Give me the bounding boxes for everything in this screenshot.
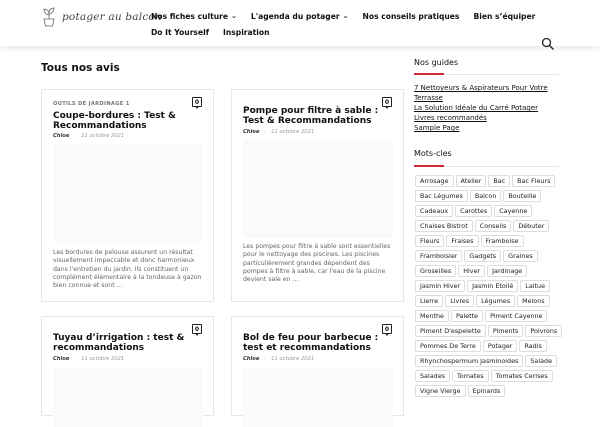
nav-item[interactable] (223, 28, 270, 37)
tag-link[interactable]: Jardinage (487, 265, 527, 277)
comment-bubble-icon[interactable]: 0 (192, 324, 202, 334)
tag-link[interactable]: Conseils (475, 220, 512, 232)
tag-link[interactable]: Salade (525, 355, 557, 367)
article-date: 11 octobre 2021 (81, 356, 125, 362)
tag-link[interactable]: Rhynchospermum Jasminoides (415, 355, 523, 367)
tag-link[interactable]: Graines (503, 250, 538, 262)
nav-row-2 (151, 24, 451, 40)
article-excerpt: Les pompes pour filtre à sable sont essentielles pour le nettoyage des piscines. Les piscines particulièrement grandes dépendent des pompes à filtre à sable, car l'eau de la piscine devient sale en ... (243, 243, 391, 284)
tag-link[interactable]: Débuter (513, 220, 549, 232)
nav-item[interactable] (151, 28, 209, 37)
tag-link[interactable]: Bac Fleurs (512, 175, 555, 187)
tag-link[interactable]: Radis (519, 340, 546, 352)
nav-item-label: L'agenda du potager (250, 11, 340, 21)
article-title[interactable]: Pompe pour filtre à sable : Test & Recommandations (243, 106, 379, 126)
author-name[interactable]: Chloe (53, 133, 70, 139)
plant-pot-icon (40, 6, 58, 28)
article-title[interactable]: Coupe-bordures : Test & Recommandations (53, 111, 176, 131)
tag-link[interactable]: Carottes (455, 205, 492, 217)
article-card[interactable] (41, 89, 214, 302)
sidebar-guides-heading: Nos guides (414, 58, 459, 67)
article-date: 11 octobre 2021 (271, 356, 315, 362)
logo-text: potager au balcon (62, 11, 162, 23)
article-title[interactable]: Bol de feu pour barbecue : test et recommandations (243, 333, 379, 353)
meta-separator: - (74, 356, 77, 362)
tag-link[interactable]: Bouteille (503, 190, 541, 202)
tag-link[interactable]: Jasmin Etoilé (467, 280, 518, 292)
article-date: 11 octobre 2021 (271, 129, 315, 135)
chevron-down-icon: ⌄ (231, 12, 237, 20)
guide-link[interactable]: Sample Page (414, 124, 460, 132)
search-icon[interactable] (541, 37, 555, 51)
article-thumbnail[interactable] (53, 367, 203, 427)
tag-link[interactable]: Pommes De Terre (415, 340, 481, 352)
tag-link[interactable]: Hiver (458, 265, 485, 277)
nav-item-label: Nos conseils pratiques (362, 11, 460, 21)
author-name[interactable]: Chloe (243, 356, 260, 362)
article-excerpt: Les bordures de pelouse assurent un résultat visuellement impeccable et donc harmonieux dans l'entretien du jardin. Ils constituent un complément élémentaire à la tondeuse à gazon bien connue et sont ... (53, 249, 202, 290)
nav-item[interactable] (473, 12, 535, 21)
tag-link[interactable]: Légumes (476, 295, 515, 307)
site-logo[interactable] (40, 6, 162, 28)
tag-link[interactable]: Tomates Cerises (491, 370, 553, 382)
tag-link[interactable]: Menthe (415, 310, 449, 322)
page-title: Tous nos avis (41, 62, 120, 74)
article-card[interactable] (231, 316, 404, 416)
tag-link[interactable]: Groseilles (415, 265, 456, 277)
tag-link[interactable]: Fleurs (415, 235, 444, 247)
tag-link[interactable]: Balcon (470, 190, 502, 202)
tag-link[interactable]: Epinards (468, 385, 506, 397)
tag-link[interactable]: Gadgets (464, 250, 501, 262)
tag-link[interactable]: Piment Cayenne (485, 310, 547, 322)
article-card[interactable] (231, 89, 404, 302)
tag-link[interactable]: Poivrons (525, 325, 562, 337)
nav-item-label: Inspiration (223, 27, 270, 37)
tag-link[interactable]: Potager (483, 340, 518, 352)
article-card[interactable] (41, 316, 214, 416)
tag-link[interactable]: Piments (488, 325, 524, 337)
meta-separator: - (264, 356, 267, 362)
article-thumbnail[interactable] (243, 367, 393, 427)
heading-accent (414, 73, 444, 75)
tag-link[interactable]: Chaises Bistrot (415, 220, 473, 232)
tag-link[interactable]: Salades (415, 370, 450, 382)
tag-link[interactable]: Palette (451, 310, 483, 322)
heading-accent (414, 165, 444, 167)
tag-link[interactable]: Melons (517, 295, 550, 307)
nav-item[interactable] (251, 12, 349, 21)
tag-link[interactable]: Fraises (446, 235, 478, 247)
category-label[interactable]: OUTILS DE JARDINAGE 1 (53, 101, 130, 107)
article-date: 11 octobre 2021 (81, 133, 125, 139)
author-name[interactable]: Chloe (53, 356, 70, 362)
nav-item-label: Nos fiches culture (151, 11, 229, 21)
chevron-down-icon: ⌄ (342, 12, 349, 20)
tag-link[interactable]: Lierre (415, 295, 443, 307)
tag-link[interactable]: Atelier (456, 175, 487, 187)
tag-link[interactable]: Cayenne (494, 205, 532, 217)
guide-link[interactable]: La Solution Idéale du Carré Potager (414, 104, 538, 112)
article-meta (243, 129, 314, 135)
author-name[interactable]: Chloe (243, 129, 260, 135)
tag-link[interactable]: Livres (445, 295, 474, 307)
comment-bubble-icon[interactable]: 0 (382, 324, 392, 334)
tag-link[interactable]: Vigne Vierge (415, 385, 466, 397)
main-nav (151, 8, 536, 40)
tag-link[interactable]: Jasmin Hiver (415, 280, 465, 292)
tag-link[interactable]: Cadeaux (415, 205, 453, 217)
tag-link[interactable]: Framboisier (415, 250, 462, 262)
article-thumbnail[interactable] (53, 144, 203, 243)
article-title[interactable]: Tuyau d’irrigation : test & recommandations (53, 333, 185, 353)
tag-link[interactable]: Bac (488, 175, 510, 187)
article-meta (243, 356, 314, 362)
comment-bubble-icon[interactable]: 0 (192, 97, 202, 107)
nav-item-label: Bien s’équiper (473, 11, 536, 21)
article-thumbnail[interactable] (243, 140, 393, 238)
guide-link[interactable]: Livres recommandés (414, 114, 487, 122)
tag-link[interactable]: Tomates (452, 370, 489, 382)
article-meta (53, 133, 124, 139)
sidebar-tags-heading: Mots-cles (414, 149, 452, 158)
tag-link[interactable]: Piment D'espelette (415, 325, 486, 337)
tag-link[interactable]: Arrosage (415, 175, 454, 187)
meta-separator: - (264, 129, 267, 135)
tag-link[interactable]: Framboise (481, 235, 524, 247)
tag-link[interactable]: Bac Légumes (415, 190, 468, 202)
nav-item[interactable] (363, 12, 460, 21)
comment-bubble-icon[interactable]: 0 (382, 97, 392, 107)
article-meta (53, 356, 124, 362)
guides-list (414, 83, 564, 133)
nav-item-label: Do It Yourself (151, 27, 210, 37)
tag-link[interactable]: Laitue (520, 280, 550, 292)
tag-cloud (415, 175, 565, 400)
site-header (0, 0, 600, 46)
guide-link[interactable]: 7 Nettoyeurs & Aspirateurs Pour Votre Terrasse (414, 84, 548, 102)
nav-row-1 (151, 8, 536, 24)
nav-item[interactable] (151, 12, 237, 21)
meta-separator: - (74, 133, 77, 139)
